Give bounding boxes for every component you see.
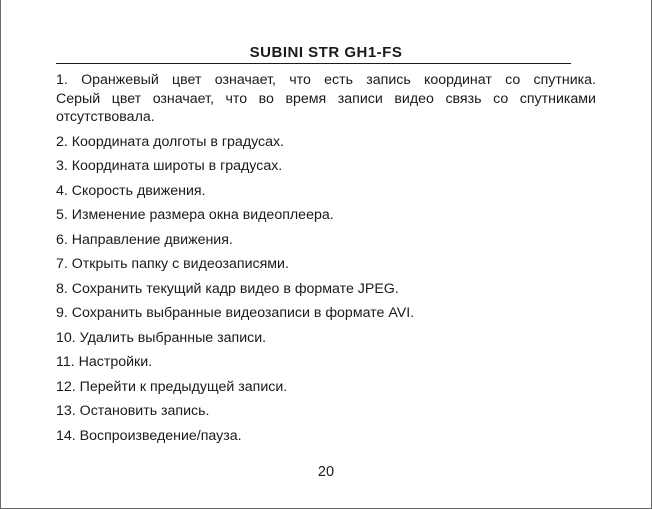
list-item: 3. Координата широты в градусах. xyxy=(56,158,283,174)
list-item: 13. Остановить запись. xyxy=(56,403,210,419)
title-underline xyxy=(56,63,571,64)
intro-paragraph xyxy=(56,71,596,127)
list-item: 12. Перейти к предыдущей записи. xyxy=(56,378,288,395)
list-item: 7. Открыть папку с видеозаписями. xyxy=(56,256,289,272)
list-item: 14. Воспроизведение/пауза. xyxy=(56,427,242,444)
list-item: 5. Изменение размера окна видеоплеера. xyxy=(56,207,334,223)
list-item: 11. Настройки. xyxy=(56,354,153,370)
list-item: 4. Скорость движения. xyxy=(56,182,206,199)
list-item: 10. Удалить выбранные записи. xyxy=(56,329,267,346)
list-item: 9. Сохранить выбранные видеозаписи в формате AVI. xyxy=(56,305,415,321)
legend-list xyxy=(56,130,596,449)
intro-line-1: 1. Оранжевый цвет означает, что есть запись координат со спутника. xyxy=(56,72,596,88)
intro-line-3: отсутствовала. xyxy=(56,109,155,125)
intro-line-2: Серый цвет означает, что во время записи видео связь со спутниками xyxy=(56,90,596,107)
list-item: 6. Направление движения. xyxy=(56,231,233,248)
manual-content xyxy=(56,71,596,448)
page-number: 20 xyxy=(317,464,335,480)
document-title: SUBINI STR GH1-FS xyxy=(249,44,403,61)
list-item: 2. Координата долготы в градусах. xyxy=(56,133,285,150)
list-item: 8. Сохранить текущий кадр видео в формате JPEG. xyxy=(56,280,399,297)
